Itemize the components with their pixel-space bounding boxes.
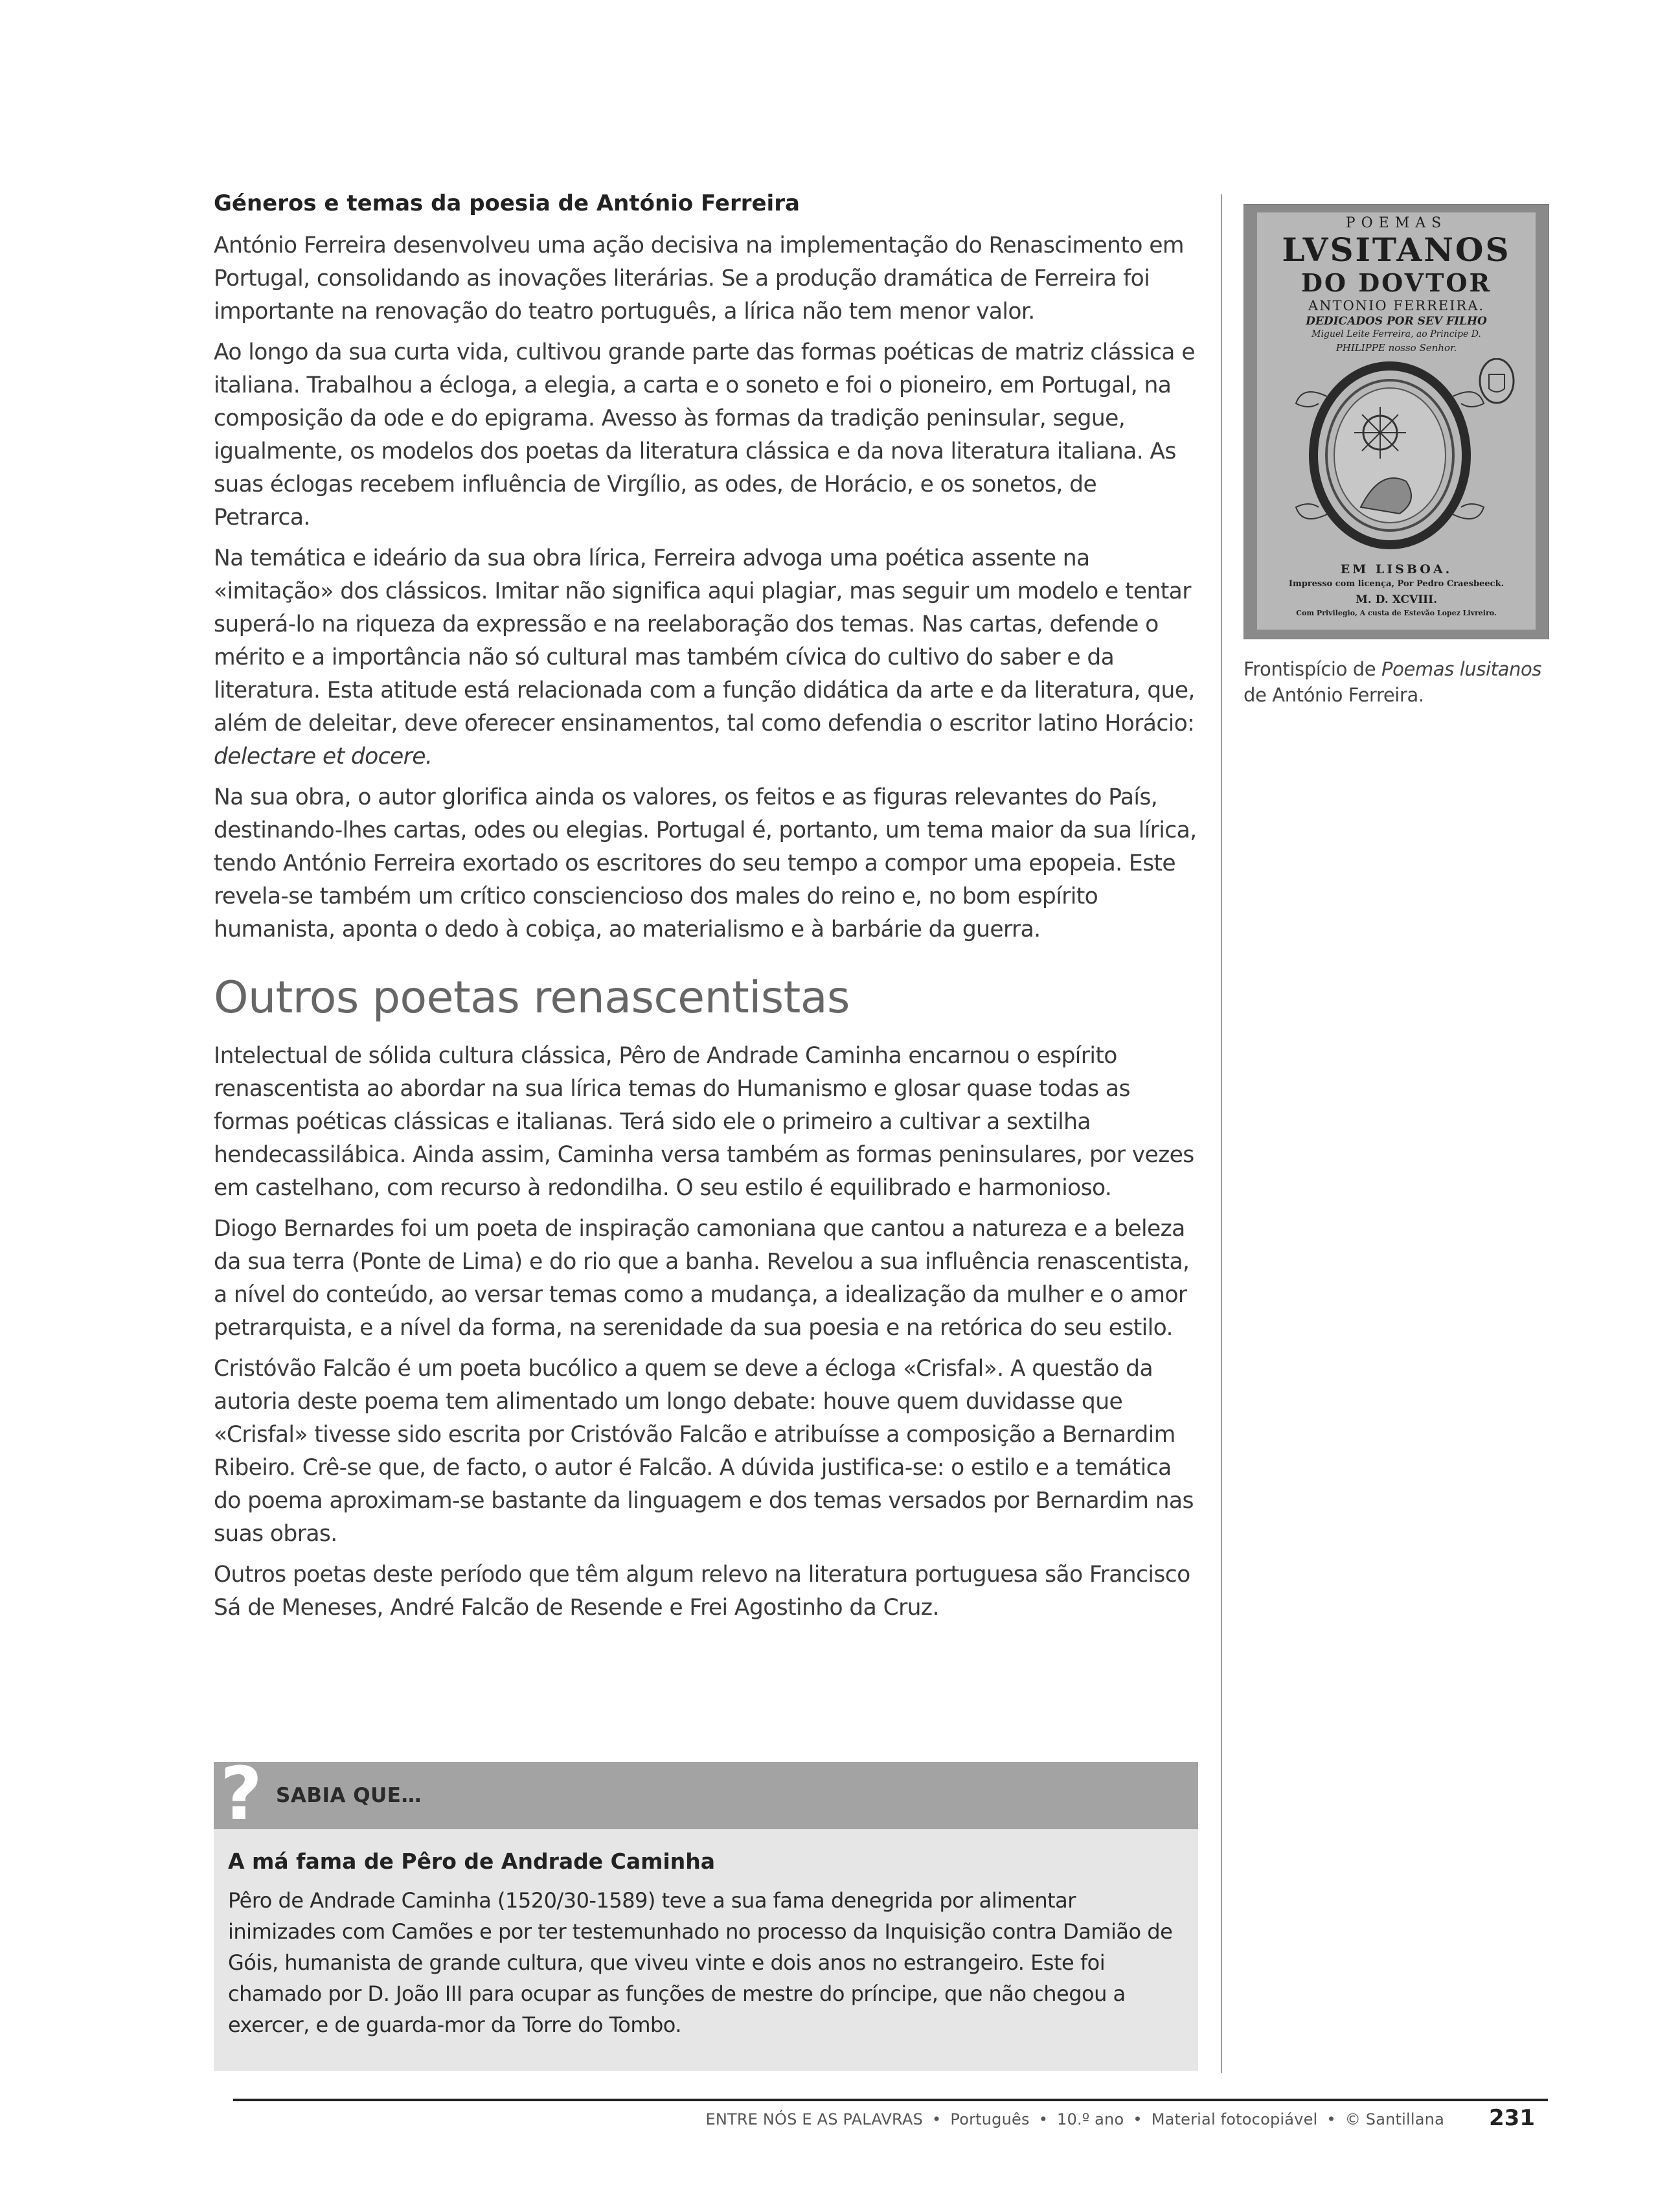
section-heading: Géneros e temas da poesia de António Ferreira [214, 190, 800, 216]
book-line: PHILIPPE nosso Senhor. [1335, 342, 1457, 354]
sabia-que-box [214, 1752, 1198, 2071]
latin-quote: delectare et docere. [214, 744, 433, 770]
book-line: POEMAS [1345, 215, 1448, 231]
paragraph: Diogo Bernardes foi um poeta de inspiração camoniana que cantou a natureza e a beleza da sua terra (Ponte de Lima) e do rio que a banha. Revelou a sua influência renascentista, a nível do conteúdo, ao versar temas como a mudança, a idealização da mulher e o amor petrarquista, e a nível da forma, na serenidade da sua poesia e na retórica do seu estilo. [214, 1216, 1190, 1341]
footer-material: Material fotocopiável [1151, 2110, 1318, 2128]
paragraph: Na sua obra, o autor glorifica ainda os valores, os feitos e as figuras relevantes do País, destinando-lhes cartas, odes ou elegias. Portugal é, portanto, um tema maior da sua lírica, tendo António Ferreira exortado os escritores do seu tempo a compor uma epopeia. Este revela-se também um crítico consciencioso dos males do reino e, no bom espírito humanista, aponta o dedo à cobiça, ao materialismo e à barbárie da guerra. [214, 784, 1197, 942]
sabia-que-header [214, 1752, 1198, 1836]
question-mark-icon: ? [220, 1752, 262, 1836]
book-line: Miguel Leite Ferreira, ao Principe D. [1312, 329, 1481, 339]
footer-rule [233, 2099, 1548, 2101]
paragraph: Ao longo da sua curta vida, cultivou grande parte das formas poéticas de matriz clássica e italiana. Trabalhou a écloga, a elegia, a carta e o soneto e foi o pioneiro, em Portugal, na composição da ode e do epigrama. Avesso às formas da tradição peninsular, segue, igualmente, os modelos dos poetas da literatura clássica e da nova literatura italiana. As suas éclogas recebem influência de Virgílio, as odes, de Horácio, e os sonetos, de Petrarca. [214, 339, 1195, 530]
image-caption [1244, 656, 1554, 708]
book-line: Impresso com licença, Por Pedro Craesbeeck. [1288, 579, 1505, 589]
book-frontispiece-image [1244, 204, 1549, 639]
footer-subject: Português [950, 2110, 1030, 2128]
caption-text: Frontispício de [1244, 658, 1382, 680]
paragraph: Intelectual de sólida cultura clássica, Pêro de Andrade Caminha encarnou o espírito renascentista ao abordar na sua lírica temas do Humanismo e glosar quase todas as formas poéticas clássicas e italianas. Terá sido ele o primeiro a cultivar a sextilha hendecassilábica. Ainda assim, Caminha versa também as formas peninsulares, por vezes em castelhano, com recurso à redondilha. O seu estilo é equilibrado e harmonioso. [214, 1043, 1194, 1201]
paragraph: Outros poetas deste período que têm algum relevo na literatura portuguesa são Francisco Sá de Meneses, André Falcão de Resende e Frei Agostinho da Cruz. [214, 1562, 1190, 1621]
sabia-que-title: A má fama de Pêro de Andrade Caminha [228, 1849, 716, 1874]
book-line: EM LISBOA. [1340, 562, 1453, 576]
ornament-cartouche-icon [1283, 358, 1516, 553]
book-line: ANTONIO FERREIRA. [1308, 298, 1485, 314]
footer-book-title: ENTRE NÓS E AS PALAVRAS [705, 2110, 924, 2128]
footer-info: ENTRE NÓS E AS PALAVRAS • Português • 10.º ano • Material fotocopiável • © Santillana [705, 2110, 1444, 2128]
sabia-que-label: SABIA QUE… [276, 1784, 422, 1807]
footer-copyright: © Santillana [1345, 2110, 1444, 2128]
paragraph-text: Na temática e ideário da sua obra lírica, Ferreira advoga uma poética assente na «imitação» dos clássicos. Imitar não significa aqui plagiar, mas seguir um modelo e tentar superá-lo na riqueza da expressão e na reelaboração dos temas. Nas cartas, defende o mérito e a importância não só cultural mas também cívica do cultivo do saber e da literatura. Esta atitude está relacionada com a função didática da arte e da literatura, que, além de deleitar, deve oferecer ensinamentos, tal como defendia o escritor latino Horácio: [214, 545, 1195, 736]
page-number: 231 [1489, 2105, 1535, 2131]
section-title: Outros poetas renascentistas [214, 972, 850, 1023]
caption-text: de António Ferreira. [1244, 684, 1424, 706]
main-column [214, 189, 1198, 1632]
book-line: Com Privilegio, A custa de Estevão Lopez Livreiro. [1296, 609, 1497, 617]
footer-grade: 10.º ano [1057, 2110, 1124, 2128]
caption-book-title: Poemas lusitanos [1381, 658, 1542, 680]
paragraph: Cristóvão Falcão é um poeta bucólico a quem se deve a écloga «Crisfal». A questão da autoria deste poema tem alimentado um longo debate: houve quem duvidasse que «Crisfal» tivesse sido escrita por Cristóvão Falcão e atribuísse a composição a Bernardim Ribeiro. Crê-se que, de facto, o autor é Falcão. A dúvida justifica-se: o estilo e a temática do poema aproximam-se bastante da linguagem e dos temas versados por Bernardim nas suas obras. [214, 1356, 1194, 1547]
paragraph [214, 542, 1198, 773]
sidebar [1244, 204, 1554, 708]
sabia-que-text: Pêro de Andrade Caminha (1520/30-1589) teve a sua fama denegrida por alimentar inimizades com Camões e por ter testemunhado no processo da Inquisição contra Damião de Góis, humanista de grande cultura, que viveu vinte e dois anos no estrangeiro. Este foi chamado por D. João III para ocupar as funções de mestre do príncipe, que não chegou a exercer, e de guarda-mor da Torre do Tombo. [228, 1888, 1173, 2037]
paragraph: António Ferreira desenvolveu uma ação decisiva na implementação do Renascimento em Portugal, consolidando as inovações literárias. Se a produção dramática de Ferreira foi importante na renovação do teatro português, a lírica não tem menor valor. [214, 233, 1184, 325]
book-line: M. D. XCVIII. [1355, 593, 1437, 606]
column-divider [1221, 194, 1222, 2073]
book-line: LVSITANOS [1282, 231, 1511, 269]
book-line: DEDICADOS POR SEV FILHO [1306, 315, 1487, 328]
book-line: DO DOVTOR [1300, 268, 1492, 297]
